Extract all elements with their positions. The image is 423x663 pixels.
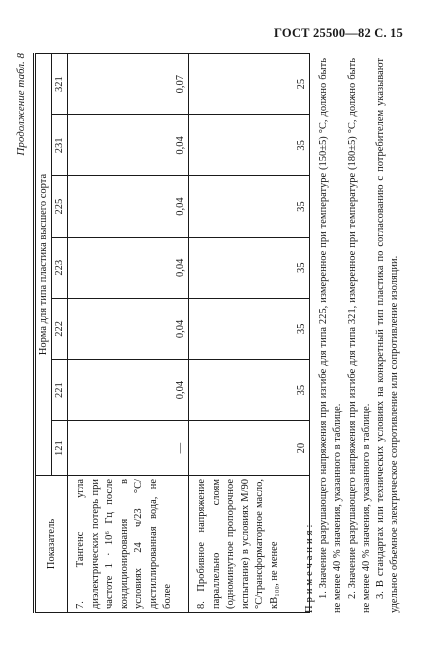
table-cell: 20 — [189, 421, 310, 476]
notes-title: Примечания: — [304, 521, 315, 613]
note-item: 2. Значение разрушающего напряжения при изгибе для типа 321, измеренное при температуре (180±5) °С, должно быть не менее 40 % значения, указанного в таблице. — [346, 58, 372, 613]
table-continuation-label: Продолжение табл. 8 — [15, 53, 27, 156]
type-column-header: 321 — [52, 54, 68, 115]
type-column-header: 223 — [52, 237, 68, 298]
type-column-header: 225 — [52, 176, 68, 237]
norm-header: Норма для типа пластика высшего сорта — [35, 54, 52, 476]
row-label: 7. Тангенс угла диэлектрических потерь при частоте 1 · 10⁶ Гц после кондиционирования в условиях 24 ч/23 °С/дистиллированная вода, не более — [68, 476, 189, 613]
table-row — [189, 54, 310, 613]
note-item: 1. Значение разрушающего напряжения при изгибе для типа 225, измеренное при температуре (150±5) °С, должно быть не менее 40 % значения, указанного в таблице. — [318, 58, 344, 613]
table-cell: 0,07 — [68, 54, 189, 115]
note-item: 3. В стандартах или технических условиях на конкретный тип пластика по согласованию с потребителем указывают удельное объемное электрическое сопротивление или сопротивление изоляции. — [375, 58, 401, 613]
type-column-header: 222 — [52, 298, 68, 359]
table-row — [68, 54, 189, 613]
indicator-header: Показатель — [35, 476, 68, 613]
table-cell: 0,04 — [68, 176, 189, 237]
table-cell: 35 — [189, 237, 310, 298]
table-cell: 35 — [189, 360, 310, 421]
table-cell: 0,04 — [68, 237, 189, 298]
table-cell: 0,04 — [68, 115, 189, 176]
norm-table — [33, 53, 310, 613]
row-label: 8. Пробивное напряжение параллельно слоям (одноминутное пропорочное испытание) в условиях М/90 °С/трансформаторное масло, кВ₁₀₀, не менее — [189, 476, 310, 613]
type-column-header: 231 — [52, 115, 68, 176]
type-column-header: 221 — [52, 360, 68, 421]
table-cell: — — [68, 421, 189, 476]
type-column-header: 121 — [52, 421, 68, 476]
table-cell: 35 — [189, 176, 310, 237]
table-cell: 25 — [189, 54, 310, 115]
rotated-content — [11, 53, 401, 643]
table-cell: 35 — [189, 298, 310, 359]
notes-section — [303, 58, 402, 613]
table-cell: 35 — [189, 115, 310, 176]
table-cell: 0,04 — [68, 360, 189, 421]
page-header: ГОСТ 25500—82 С. 15 — [274, 26, 403, 40]
table-cell: 0,04 — [68, 298, 189, 359]
